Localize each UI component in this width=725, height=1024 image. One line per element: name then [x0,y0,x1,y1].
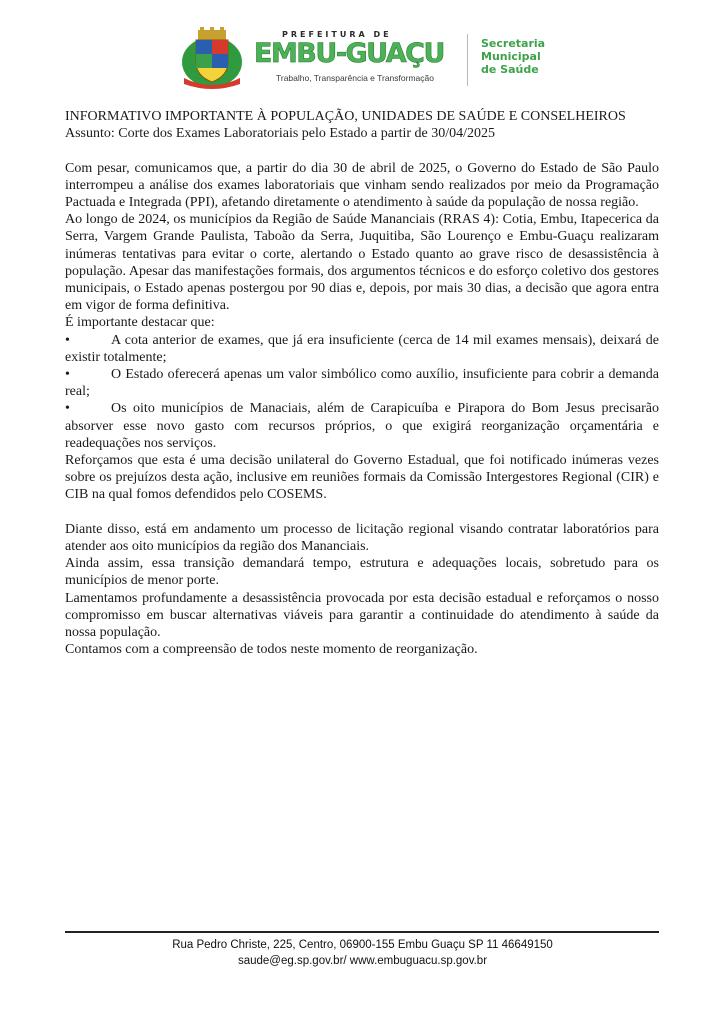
paragraph-8: Contamos com a compreensão de todos neste momento de reorganização. [65,642,478,658]
bullet-item [65,400,659,452]
footer-contact: saude@eg.sp.gov.br/ www.embuguacu.sp.gov.br [237,955,488,967]
header-divider [467,34,468,86]
bullet-marker: • [65,367,70,383]
bullet-text: A cota anterior de exames, que já era insuficiente (cerca de 14 mil exames mensais), deixará de existir totalmente; [65,332,659,365]
bullet-marker: • [65,332,70,348]
letterhead [0,20,725,90]
city-name: EMBU-GUAÇU [254,38,444,69]
department-line-2: Municipal [481,50,541,63]
document-title: INFORMATIVO IMPORTANTE À POPULAÇÃO, UNIDADES DE SAÚDE E CONSELHEIROS [65,109,626,124]
paragraph-5: Diante disso, está em andamento um processo de licitação regional visando contratar laboratórios para atender aos oito municípios da região dos Mananciais. [65,521,659,555]
footer [0,937,725,969]
municipal-crest-icon [180,26,244,90]
paragraph-3: É importante destacar que: [65,315,215,331]
bullet-item [65,366,659,400]
paragraph-1: Com pesar, comunicamos que, a partir do dia 30 de abril de 2025, o Governo do Estado de São Paulo interrompeu a análise dos exames laboratoriais que vinham sendo realizados por meio da Programação Pactuada e Integrada (PPI), afetando diretamente o atendimento à saúde da população de nossa região. [65,160,659,210]
paragraph-4: Reforçamos que esta é uma decisão unilateral do Governo Estadual, que foi notificado inúmeras vezes sobre os prejuízos desta ação, inclusive em reuniões formais da Comissão Intergestores Regional (CIR) e CIB na qual fomos defendidos pelo COSEMS. [65,453,659,503]
department-line-1: Secretaria [481,37,546,50]
footer-address: Rua Pedro Christe, 225, Centro, 06900-155 Embu Guaçu SP 11 46649150 [172,939,553,951]
paragraph-7: Lamentamos profundamente a desassistência provocada por esta decisão estadual e reforçamos o nosso compromisso em buscar alternativas viáveis para garantir a continuidade do atendimento à saúde da nossa população. [65,590,659,641]
city-logo [252,30,452,90]
bullet-text: Os oito municípios de Manaciais, além de Carapicuíba e Pirapora do Bom Jesus precisarão absorver esse novo gasto com recursos próprios, o que exigirá reorganização orçamentária e readequações nos serviços. [65,401,659,451]
department-name [481,37,545,76]
department-line-3: de Saúde [481,63,539,76]
footer-divider [65,931,659,933]
bullet-text: O Estado oferecerá apenas um valor simbólico como auxílio, insuficiente para cobrir a demanda real; [65,367,659,400]
document-subject: Assunto: Corte dos Exames Laboratoriais pelo Estado a partir de 30/04/2025 [65,126,496,142]
paragraph-gap [65,504,659,521]
document-body [65,108,659,658]
paragraph-6: Ainda assim, essa transição demandará tempo, estrutura e adequações locais, sobretudo para os municípios de menor porte. [65,556,659,589]
bullet-marker: • [65,401,70,417]
bullet-item [65,332,659,366]
paragraph-2: Ao longo de 2024, os municípios da Região de Saúde Mananciais (RRAS 4): Cotia, Embu, Itapecerica da Serra, Vargem Grande Paulista, Taboão da Serra, Juquitiba, São Lourenço e Embu-Guaçu realizaram inúmeras tentativas para evitar o corte, alertando o Estado quanto ao grave risco de desassistência à população. Apesar das manifestações formais, dos argumentos técnicos e do esforço coletivo dos gestores municipais, o Estado apenas postergou por 90 dias e, depois, por mais 30 dias, a decisão que agora entra em vigor de forma definitiva. [65,212,659,314]
city-tagline: Trabalho, Transparência e Transformação [276,73,434,83]
prefeitura-label: PREFEITURA DE [282,30,392,39]
